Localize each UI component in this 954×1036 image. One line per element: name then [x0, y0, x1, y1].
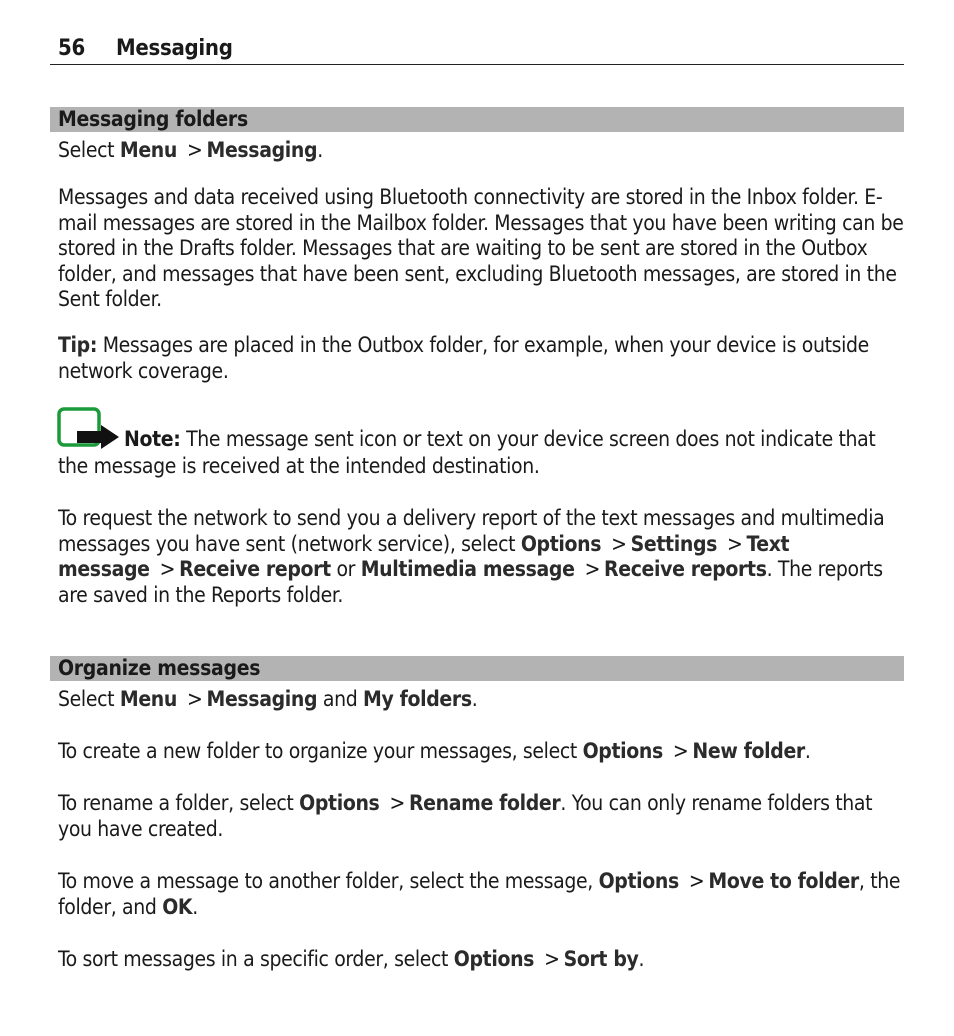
menu-path-options: Options	[520, 531, 602, 556]
rename-folder-paragraph: To rename a folder, select Options > Rename folder. You can only rename folders that you have created.	[58, 791, 873, 841]
menu-path-options: Options	[299, 791, 380, 815]
menu-path-receive-report: Receive report	[179, 557, 331, 581]
sort-messages-paragraph: To sort messages in a specific order, select Options > Sort by.	[58, 947, 645, 971]
tip-label: Tip:	[58, 333, 98, 357]
page-header	[50, 36, 904, 65]
menu-path-options: Options	[598, 869, 679, 893]
note-label: Note:	[124, 427, 181, 451]
create-folder-paragraph: To create a new folder to organize your messages, select Options > New folder.	[58, 739, 811, 763]
delivery-report-paragraph: To request the network to send you a delivery report of the text messages and multimedia messages you have sent (network service), select Options > Settings > Text message > Receive report or Multimedia message > Receive reports. The reports are saved in the Reports folder.	[58, 506, 885, 607]
menu-path-new-folder: New folder	[692, 739, 805, 763]
tip-paragraph: Tip: Messages are placed in the Outbox folder, for example, when your device is outside network coverage.	[58, 333, 869, 383]
section-title: Organize messages	[58, 656, 261, 680]
section-title: Messaging folders	[58, 107, 248, 131]
page-number: 56	[58, 36, 85, 61]
menu-path-options: Options	[453, 947, 535, 971]
menu-path-ok: OK	[162, 894, 193, 919]
select-path-paragraph-2: Select Menu > Messaging and My folders.	[58, 687, 478, 711]
folders-description: Messages and data received using Bluetooth connectivity are stored in the Inbox folder. E-mail messages are stored in the Mailbox folder. Messages that you have been writing can be stored in the Drafts folder. Messages that are waiting to be sent are stored in the Outbox folder, and messages that have been sent, excluding Bluetooth messages, are stored in the Sent folder.	[58, 185, 904, 311]
menu-path-menu: Menu	[119, 687, 177, 711]
chapter-title: Messaging	[116, 36, 233, 61]
menu-path-move-to-folder: Move to folder	[708, 869, 859, 893]
menu-path-messaging: Messaging	[206, 138, 318, 162]
menu-path-sort-by: Sort by	[563, 947, 639, 971]
menu-path-messaging: Messaging	[206, 687, 318, 711]
menu-path-options: Options	[582, 739, 663, 763]
menu-path-multimedia-message: Multimedia message	[360, 557, 575, 581]
note-paragraph: Note: The message sent icon or text on your device screen does not indicate that the message is received at the intended destination.	[58, 427, 876, 478]
menu-path-receive-reports: Receive reports	[604, 557, 767, 581]
menu-path-my-folders: My folders	[363, 687, 472, 711]
section-heading-organize-messages	[50, 656, 904, 681]
menu-path-rename-folder: Rename folder	[408, 791, 561, 815]
menu-path-text-message: Text message	[58, 531, 790, 581]
move-message-paragraph: To move a message to another folder, select the message, Options > Move to folder, the folder, and OK.	[58, 869, 901, 919]
menu-path-menu: Menu	[119, 138, 177, 162]
select-path-paragraph: Select Menu > Messaging.	[58, 138, 323, 162]
section-heading-messaging-folders	[50, 107, 904, 132]
menu-path-settings: Settings	[630, 531, 718, 556]
